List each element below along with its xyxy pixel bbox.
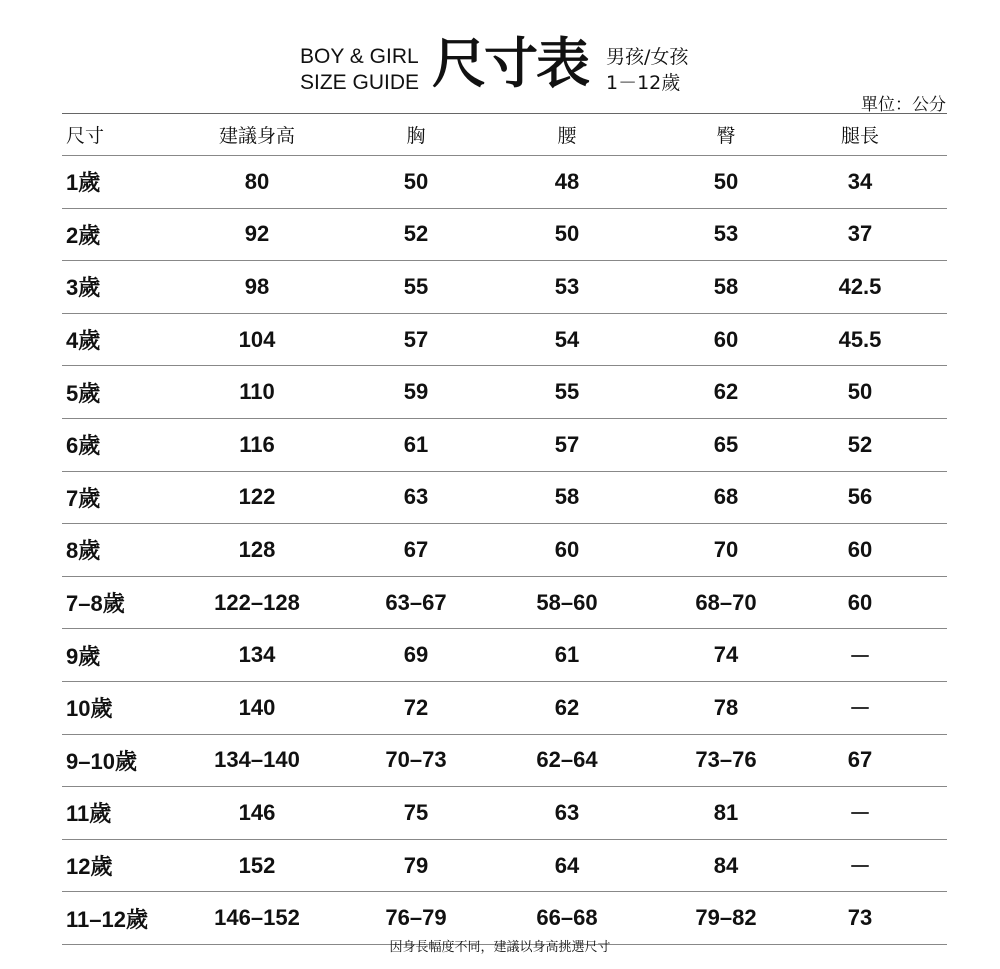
size-table	[62, 113, 947, 945]
cell-leg-length: 45.5	[838, 326, 882, 352]
cell-chest: 70–73	[385, 747, 447, 773]
cell-hip: 60	[713, 326, 739, 352]
cell-size: 4歲	[66, 328, 101, 354]
cell-hip: 81	[713, 799, 739, 825]
cell-chest: 79	[403, 852, 429, 878]
cell-size: 9歲	[66, 643, 101, 669]
cell-chest: 61	[403, 431, 429, 457]
cell-waist: 66–68	[536, 905, 598, 931]
cell-leg-length: 73	[847, 905, 873, 931]
cell-height: 146	[238, 799, 276, 825]
table-row	[62, 261, 947, 314]
table-row	[62, 682, 947, 735]
table-header-row	[62, 113, 947, 156]
cell-hip: 68–70	[695, 589, 757, 615]
column-header-leg-length: 腿長	[840, 126, 879, 147]
cell-waist: 64	[554, 852, 580, 878]
cell-chest: 52	[403, 221, 429, 247]
english-title-line1: BOY & GIRL	[300, 45, 419, 68]
page-title: 尺寸表	[432, 32, 588, 95]
cell-leg-length: 52	[847, 431, 873, 457]
table-row	[62, 524, 947, 577]
table-row	[62, 472, 947, 525]
column-header-waist: 腰	[557, 126, 577, 147]
cell-hip: 65	[713, 431, 739, 457]
cell-chest: 63	[403, 484, 429, 510]
cell-size: 7歲	[66, 485, 101, 511]
cell-hip: 53	[713, 221, 739, 247]
subtitle	[606, 44, 688, 96]
cell-height: 98	[244, 273, 270, 299]
cell-leg-length: 50	[847, 379, 873, 405]
cell-leg-length: 60	[847, 589, 873, 615]
table-row	[62, 840, 947, 893]
cell-waist: 63	[554, 799, 580, 825]
cell-hip: 78	[713, 694, 739, 720]
table-row	[62, 735, 947, 788]
cell-leg-length: 37	[847, 221, 873, 247]
cell-hip: 73–76	[695, 747, 757, 773]
cell-hip: 62	[713, 379, 739, 405]
cell-chest: 63–67	[385, 589, 447, 615]
cell-size: 11歲	[66, 801, 112, 827]
cell-hip: 68	[713, 484, 739, 510]
english-title-line2: SIZE GUIDE	[300, 71, 420, 94]
cell-chest: 55	[403, 273, 429, 299]
cell-hip: 79–82	[695, 905, 757, 931]
cell-hip: 74	[713, 642, 739, 668]
cell-chest: 59	[403, 379, 429, 405]
cell-leg-length: 67	[847, 747, 873, 773]
cell-size: 7–8歲	[66, 591, 125, 617]
cell-waist: 54	[554, 326, 580, 352]
cell-waist: 61	[554, 642, 580, 668]
cell-height: 92	[244, 221, 270, 247]
cell-height: 146–152	[214, 905, 300, 931]
unit-label: 單位：公分	[861, 95, 946, 115]
cell-chest: 50	[403, 168, 429, 194]
cell-height: 122	[238, 484, 276, 510]
cell-hip: 70	[713, 536, 739, 562]
cell-chest: 69	[403, 642, 429, 668]
cell-hip: 58	[713, 273, 739, 299]
cell-leg-length: －	[848, 696, 871, 722]
table-row	[62, 209, 947, 262]
cell-height: 140	[238, 694, 276, 720]
footnote: 因身長幅度不同，建議以身高挑選尺寸	[389, 940, 611, 955]
cell-waist: 62	[554, 694, 580, 720]
cell-leg-length: 56	[847, 484, 873, 510]
cell-waist: 53	[554, 273, 580, 299]
cell-height: 80	[244, 168, 270, 194]
cell-size: 6歲	[66, 433, 101, 459]
cell-waist: 48	[554, 168, 580, 194]
table-row	[62, 629, 947, 682]
cell-size: 3歲	[66, 275, 101, 301]
table-row	[62, 156, 947, 209]
column-header-size: 尺寸	[66, 126, 105, 147]
cell-waist: 55	[554, 379, 580, 405]
cell-hip: 50	[713, 168, 739, 194]
cell-height: 134	[238, 642, 276, 668]
cell-height: 128	[238, 536, 276, 562]
table-row	[62, 366, 947, 419]
cell-waist: 57	[554, 431, 580, 457]
cell-height: 134–140	[214, 747, 300, 773]
table-row	[62, 419, 947, 472]
cell-chest: 57	[403, 326, 429, 352]
cell-waist: 62–64	[536, 747, 598, 773]
column-header-chest: 胸	[406, 126, 426, 147]
cell-chest: 72	[403, 694, 429, 720]
cell-size: 11–12歲	[66, 906, 148, 932]
cell-leg-length: 34	[847, 168, 873, 194]
cell-waist: 58–60	[536, 589, 598, 615]
table-row	[62, 314, 947, 367]
cell-chest: 67	[403, 536, 429, 562]
cell-waist: 50	[554, 221, 580, 247]
cell-size: 2歲	[66, 222, 101, 248]
cell-size: 12歲	[66, 854, 113, 880]
column-header-height: 建議身高	[218, 126, 295, 147]
cell-height: 152	[238, 852, 276, 878]
cell-height: 116	[239, 431, 275, 457]
cell-hip: 84	[713, 852, 739, 878]
cell-leg-length: －	[848, 643, 871, 669]
table-row	[62, 577, 947, 630]
cell-leg-length: 42.5	[838, 273, 882, 299]
cell-leg-length: －	[848, 801, 871, 827]
cell-chest: 76–79	[385, 905, 447, 931]
cell-chest: 75	[403, 799, 429, 825]
cell-waist: 58	[554, 484, 580, 510]
subtitle-line1: 男孩/女孩	[606, 46, 689, 68]
cell-height: 104	[238, 326, 276, 352]
table-body	[62, 156, 947, 945]
cell-height: 122–128	[214, 589, 300, 615]
table-row	[62, 787, 947, 840]
subtitle-line2: 1－12歲	[606, 72, 681, 94]
cell-size: 1歲	[66, 170, 101, 196]
column-header-hip: 臀	[716, 126, 736, 147]
english-title	[300, 44, 419, 96]
cell-height: 110	[239, 379, 275, 405]
cell-size: 9–10歲	[66, 748, 137, 774]
header	[0, 32, 1000, 98]
cell-size: 5歲	[66, 380, 101, 406]
cell-size: 8歲	[66, 538, 101, 564]
cell-leg-length: 60	[847, 536, 873, 562]
cell-leg-length: －	[848, 854, 871, 880]
cell-size: 10歲	[66, 696, 113, 722]
cell-waist: 60	[554, 536, 580, 562]
